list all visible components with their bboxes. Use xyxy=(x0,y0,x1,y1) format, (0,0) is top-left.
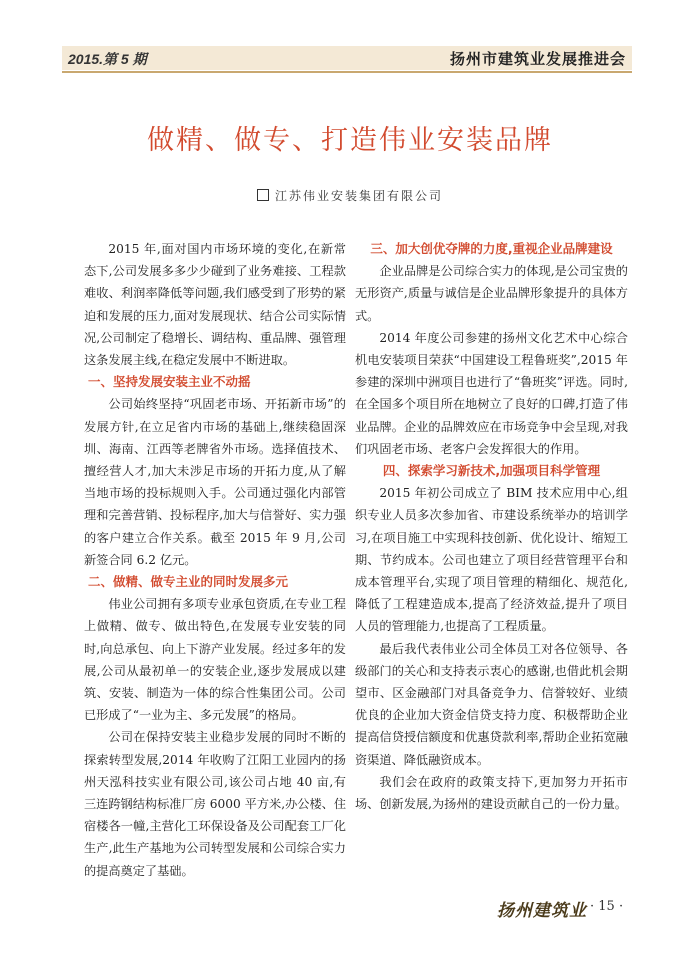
section-heading: 二、做精、做专主业的同时发展多元 xyxy=(88,574,289,590)
paragraph: 公司始终坚持“巩固老市场、开拓新市场”的发展方针,在立足省内市场的基础上,继续稳固深圳、海南、江西等老牌省外市场。选择值技术、擅经营人才,加大未涉足市场的开拓力度,从了解当地市场的投标规则入手。公司通过强化内部管理和完善营销、投标程序,加大与信誉好、实力强的客户建立合作关系。截至 2015 年 9 月,公司新签合同 6.2 亿元。 xyxy=(84,397,346,567)
issue-label: 2015.第 5 期 xyxy=(68,51,147,67)
header-rule xyxy=(62,71,632,73)
author-line xyxy=(0,187,700,204)
paragraph: 公司在保持安装主业稳步发展的同时不断的探索转型发展,2014 年收购了江阳工业园内的扬州天泓科技实业有限公司,该公司占地 40 亩,有三连跨钢结构标准厂房 6000 平方米,办公楼、住宿楼各一幢,主营化工环保设备及公司配套工厂化生产,此生产基地为公司转型发展和公司综合实力的提高奠定了基础。 xyxy=(84,730,347,878)
paragraph: 2015 年,面对国内市场环境的变化,在新常态下,公司发展多多少少碰到了业务难接、工程款难收、利润率降低等问题,我们感受到了形势的紧迫和发展的压力,面对发展现状、结合公司实际情况,公司制定了稳增长、调结构、重品牌、强管理这条发展主线,在稳定发展中不断进取。 xyxy=(84,242,346,368)
section-heading: 四、探索学习新技术,加强项目科学管理 xyxy=(382,463,601,479)
paragraph: 企业品牌是公司综合实力的体现,是公司宝贵的无形资产,质量与诚信是企业品牌形象提升的具体方式。 xyxy=(355,264,628,323)
article-title: 做精、做专、打造伟业安装品牌 xyxy=(147,125,553,156)
author-name: 江苏伟业安装集团有限公司 xyxy=(274,189,443,203)
magazine-name: 扬州市建筑业发展推进会 xyxy=(449,50,626,68)
square-bullet-icon xyxy=(257,189,269,201)
right-column xyxy=(355,238,628,815)
running-header xyxy=(62,46,632,70)
page-number: · 15 · xyxy=(590,899,624,914)
section-heading: 一、坚持发展安装主业不动摇 xyxy=(88,374,251,390)
paragraph: 2014 年度公司参建的扬州文化艺术中心综合机电安装项目荣获“中国建设工程鲁班奖”,2015 年参建的深圳中洲项目也进行了“鲁班奖”评选。同时,在全国多个项目所在地树立了良好的口碑,打造了伟业品牌。企业的品牌效应在市场竞争中会呈现,对我们巩固老市场、老客户会发挥很大的作用。 xyxy=(355,330,628,456)
paragraph: 伟业公司拥有多项专业承包资质,在专业工程上做精、做专、做出特色,在发展专业安装的同时,向总承包、向上下游产业发展。经过多年的发展,公司从最初单一的安装企业,逐步发展成以建筑、安装、制造为一体的综合性集团公司。公司已形成了“一业为主、多元发展”的格局。 xyxy=(84,597,346,723)
section-heading: 三、加大创优夺牌的力度,重视企业品牌建设 xyxy=(370,241,613,256)
paragraph: 2015 年初公司成立了 BIM 技术应用中心,组织专业人员多次参加省、市建设系统举办的培训学习,在项目施工中实现科技创新、优化设计、缩短工期、节约成本。公司也建立了项目经营管理平台和成本管理平台,实现了项目管理的精细化、规范化,降低了工程建造成本,提高了经济效益,提升了项目人员的管理能力,也提高了工程质量。 xyxy=(355,486,628,634)
left-column xyxy=(84,238,346,882)
paragraph: 我们会在政府的政策支持下,更加努力开拓市场、创新发展,为扬州的建设贡献自己的一份力量。 xyxy=(355,774,628,812)
paragraph: 最后我代表伟业公司全体员工对各位领导、各级部门的关心和支持表示衷心的感谢,也借此机会期望市、区金融部门对具备竞争力、信誉较好、业绩优良的企业加大资金信贷支持力度、积极帮助企业提高信贷授信额度和优惠贷款利率,帮助企业拓宽融资渠道、降低融资成本。 xyxy=(355,641,628,767)
magazine-logo: 扬州建筑业 xyxy=(497,901,587,921)
